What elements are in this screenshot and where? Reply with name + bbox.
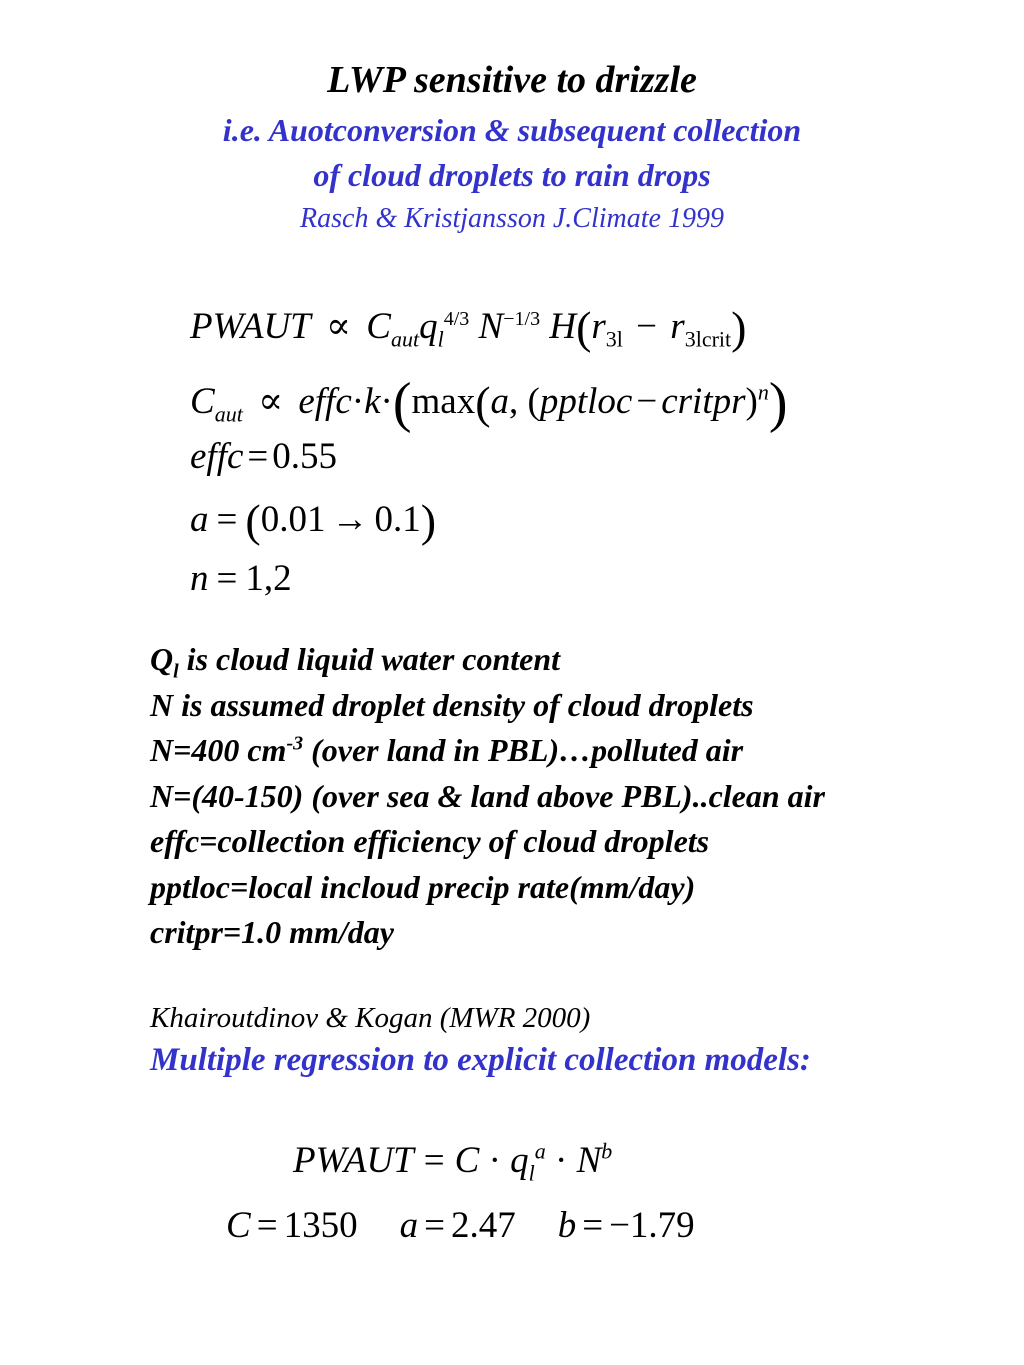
- reg-N-exp: b: [601, 1138, 613, 1164]
- note-critpr: critpr=1.0 mm/day: [150, 914, 394, 950]
- reg-q: q: [510, 1140, 529, 1181]
- eq1-r1: r: [591, 306, 606, 347]
- coef-C-eq: =: [256, 1205, 278, 1246]
- coef-a: a: [399, 1205, 419, 1246]
- coef-a-eq: =: [424, 1205, 445, 1246]
- equation-effc: [190, 438, 337, 475]
- eq1-N-exp-den: 3: [530, 307, 541, 330]
- note-n400: [150, 728, 825, 774]
- note-n400-sup: -3: [286, 732, 304, 755]
- eq1-minus: −: [636, 306, 658, 347]
- eq1-N-exp-num: 1: [514, 307, 525, 330]
- eq5-rhs: 1,2: [245, 558, 292, 599]
- eq2-C: C: [190, 381, 215, 422]
- citation-rasch: Rasch & Kristjansson J.Climate 1999: [300, 203, 724, 234]
- eq4-eq: =: [216, 499, 238, 540]
- note-ql-sub: l: [173, 660, 179, 683]
- eq2-a: a: [490, 381, 510, 422]
- definitions-list: [150, 637, 825, 956]
- eq2-pptloc: pptloc: [539, 381, 633, 422]
- eq2-n: n: [757, 379, 769, 405]
- reg-eq: =: [423, 1140, 445, 1181]
- reg-q-sub: l: [528, 1160, 535, 1186]
- eq3-rhs: 0.55: [272, 436, 338, 477]
- eq1-C-sub: aut: [390, 326, 420, 352]
- subtitle-line-1: i.e. Auotconversion & subsequent collection: [222, 112, 802, 148]
- coef-b-eq: =: [582, 1205, 604, 1246]
- note-effc: effc=collection efficiency of cloud droplets: [150, 823, 710, 859]
- equation-pwaut-proportional: PWAUT ∝ $C_{aut}q_l^{4/3}$ $N^{-1/3}$ $H(r_{3l} - r_{3lcrit})$: [190, 302, 747, 353]
- coef-b: b: [557, 1205, 577, 1246]
- eq1-N-exp-sign: −: [503, 307, 515, 330]
- eq2-C-sub: aut: [214, 401, 243, 427]
- eq2-prop: ∝: [258, 381, 284, 422]
- reg-q-exp: a: [534, 1138, 546, 1164]
- eq1-lhs: PWAUT: [190, 306, 311, 347]
- page-title: LWP sensitive to drizzle: [327, 59, 697, 101]
- eq4-arrow: →: [331, 499, 369, 540]
- coef-C-val: 1350: [283, 1205, 358, 1246]
- eq2-effc: effc: [298, 381, 352, 422]
- regression-heading: Multiple regression to explicit collection models:: [150, 1042, 811, 1078]
- eq4-to: 0.1: [374, 499, 421, 540]
- citation-khairoutdinov: Khairoutdinov & Kogan (MWR 2000): [150, 1002, 591, 1034]
- eq1-r1-sub: 3l: [605, 326, 623, 352]
- eq3-lhs: effc: [190, 436, 244, 477]
- eq5-eq: =: [216, 558, 238, 599]
- eq3-eq: =: [247, 436, 269, 477]
- eq1-r2-sub: 3lcrit: [684, 326, 732, 352]
- eq4-from: 0.01: [260, 499, 326, 540]
- coef-a-val: 2.47: [450, 1205, 516, 1246]
- equation-coefficients: [226, 1207, 695, 1244]
- reg-lhs: PWAUT: [293, 1140, 414, 1181]
- eq2-minus: −: [636, 381, 658, 422]
- eq1-H: H: [549, 306, 577, 347]
- note-n: N is assumed droplet density of cloud droplets: [150, 686, 754, 723]
- equation-caut: $C_{aut}$ ∝ effc·k·(max(a, (pptloc − critpr)$^n$): [190, 372, 788, 434]
- note-n40-150: N=(40-150) (over sea & land above PBL)..clean air: [150, 777, 825, 814]
- coef-b-val: −1.79: [609, 1205, 695, 1246]
- eq1-q-exp-num: 4: [443, 307, 454, 330]
- eq2-max: max: [411, 381, 476, 422]
- eq1-prop: ∝: [326, 306, 352, 347]
- subtitle-line-2: of cloud droplets to rain drops: [313, 157, 711, 193]
- note-ql-text: is cloud liquid water content: [178, 641, 561, 677]
- eq1-q: q: [419, 306, 438, 347]
- equation-regression: PWAUT = $C \cdot q_l^a \cdot N^b$: [293, 1138, 613, 1186]
- eq2-critpr: critpr: [661, 381, 746, 422]
- reg-N: N: [576, 1140, 602, 1181]
- eq1-r2: r: [670, 306, 685, 347]
- eq1-N: N: [478, 306, 504, 347]
- equation-a: a = (0.01 → 0.1): [190, 495, 437, 546]
- note-n400-pre: N=400 cm: [150, 732, 287, 768]
- note-ql: [150, 637, 825, 683]
- note-n400-post: (over land in PBL)…polluted air: [303, 732, 744, 768]
- eq1-C: C: [366, 306, 391, 347]
- eq4-lhs: a: [190, 499, 209, 540]
- equation-n: [190, 560, 292, 597]
- eq1-q-exp-den: 3: [459, 307, 470, 330]
- note-pptloc: pptloc=local incloud precip rate(mm/day): [150, 868, 696, 905]
- reg-C: C: [454, 1140, 480, 1181]
- coef-C: C: [226, 1205, 251, 1246]
- note-ql-symbol: Q: [150, 641, 174, 677]
- eq2-k: k: [364, 381, 381, 422]
- eq5-lhs: n: [190, 558, 209, 599]
- eq1-q-sub: l: [437, 326, 444, 352]
